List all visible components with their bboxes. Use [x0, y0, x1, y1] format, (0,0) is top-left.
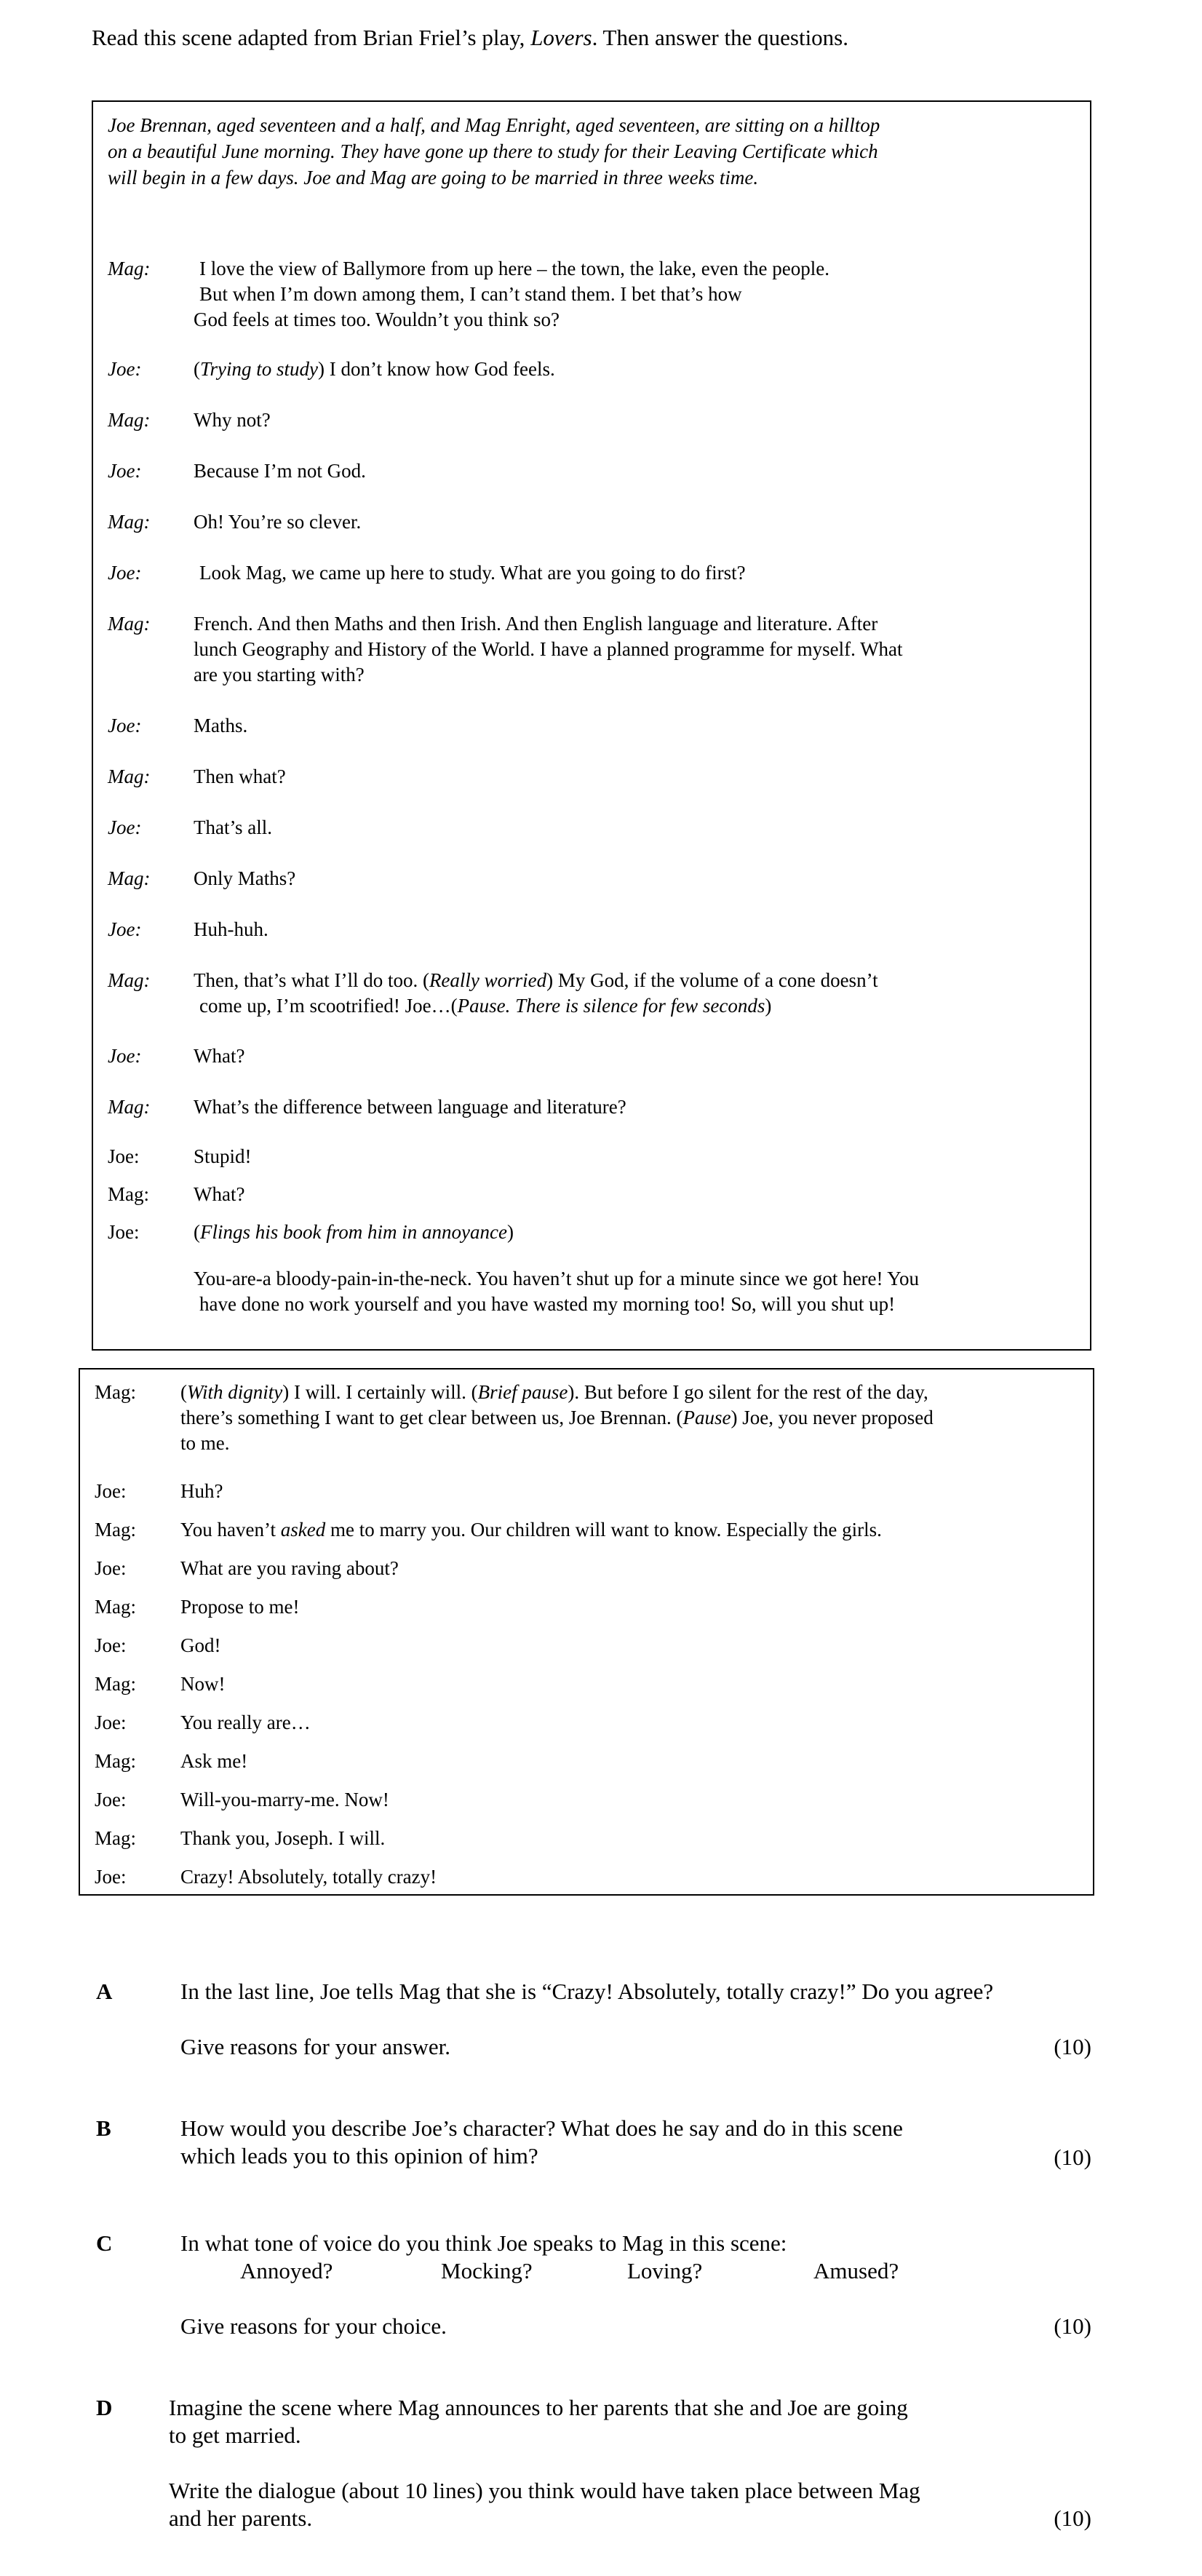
speaker-label: Mag:	[95, 1827, 136, 1849]
dialogue-text: Stupid!	[194, 1145, 252, 1167]
question-letter: C	[96, 2230, 113, 2256]
dialogue-text: That’s all.	[194, 816, 272, 838]
question-letter: D	[96, 2395, 113, 2420]
speaker-label: Joe:	[95, 1712, 127, 1733]
dialogue-text: have done no work yourself and you have wasted my morning too! So, will you shut up!	[199, 1293, 896, 1315]
speaker-label: Mag:	[108, 613, 151, 635]
dialogue-text: are you starting with?	[194, 664, 365, 685]
question-text: and her parents.	[169, 2505, 313, 2531]
speaker-label: Mag:	[95, 1750, 136, 1772]
dialogue-text: God!	[180, 1634, 221, 1656]
speaker-label: Mag:	[95, 1519, 136, 1541]
scene-part-2-box	[79, 1368, 1094, 1896]
question-text: In what tone of voice do you think Joe speaks to Mag in this scene:	[180, 2230, 787, 2256]
speaker-label: Joe:	[108, 562, 142, 584]
emphasis-text: asked	[280, 1519, 326, 1541]
scene-part-1-box: Joe Brennan, aged seventeen and a half, and Mag Enright, aged seventeen, are sitting on a hilltop on a beautiful June morning. They have gone up there to study for their Leaving Certificate which will begin in a few days. Joe and Mag are going to be married in three weeks time. Mag: I love the view of Ballymore from up here – the town, the lake, even the people. But when I’m down among them, I can’t stand them. I bet that’s how God feels at times too. Wouldn’t you think so? Joe: (Trying to study) I don’t know how God feels. Mag: Why not? Joe: Because I’m not God. Mag: Oh! You’re so clever. Joe: Look Mag, we came up here to study. What are you going to do first? Mag: French. And then Maths and then Irish. And then English language and literature. After lunch Geography and History of the World. I have a planned programme for myself. What are you starting with? Joe: Maths. Mag: Then what? Joe: That’s all. Mag: Only Maths? Joe: Huh-huh. Mag: Then, that’s what I’ll do too. (Really worried) My God, if the volume of a cone doesn’t come up, I’m scootrified! Joe…(Pause. There is silence for few seconds) Joe: What? Mag: What’s the difference between language and literature? Joe: Stupid! Mag: What? Joe: (Flings his book from him in annoyance) You-are-a bloody-pain-in-the-neck. You haven’t shut up for a minute since we got here! You have done no work yourself and you have wasted my morning too! So, will you shut up!	[92, 100, 1091, 1351]
speaker-label: Mag:	[108, 867, 151, 889]
dialogue-text: Then what?	[194, 766, 286, 787]
dialogue-text: lunch Geography and History of the World. I have a planned programme for myself. What	[194, 638, 903, 660]
speaker-label: Joe:	[108, 1145, 140, 1167]
dialogue-text: But when I’m down among them, I can’t stand them. I bet that’s how	[199, 283, 742, 305]
dialogue-text: ). But before I go silent for the rest of the day,	[568, 1381, 928, 1403]
stage-direction-inline: Flings his book from him in annoyance	[200, 1221, 507, 1243]
speaker-label: Mag:	[108, 1183, 149, 1205]
stage-direction-inline: Brief pause	[477, 1381, 568, 1403]
question-text: Give reasons for your answer.	[180, 2034, 451, 2059]
dialogue-text: Huh-huh.	[194, 918, 268, 940]
dialogue-text: there’s something I want to get clear between us, Joe Brennan. (	[180, 1407, 683, 1428]
speaker-label: Joe:	[108, 358, 142, 380]
stage-direction-line: Joe Brennan, aged seventeen and a half, and Mag Enright, aged seventeen, are sitting on a hilltop	[108, 114, 880, 136]
speaker-label: Joe:	[95, 1557, 127, 1579]
speaker-label: Mag:	[108, 1096, 151, 1118]
dialogue-text: come up, I’m scootrified! Joe…(	[199, 995, 458, 1017]
dialogue-text: You really are…	[180, 1712, 311, 1733]
dialogue-text: What?	[194, 1183, 245, 1205]
question-text: Imagine the scene where Mag announces to her parents that she and Joe are going	[169, 2395, 908, 2420]
question-a	[96, 1978, 1115, 2065]
speaker-label: Mag:	[95, 1673, 136, 1695]
speaker-label: Joe:	[108, 1221, 140, 1243]
stage-direction-line: will begin in a few days. Joe and Mag are going to be married in three weeks time.	[108, 167, 759, 188]
dialogue-text: ) I will. I certainly will. (	[282, 1381, 478, 1403]
speaker-label: Mag:	[108, 969, 151, 991]
question-text: How would you describe Joe’s character? What does he say and do in this scene	[180, 2115, 903, 2141]
dialogue-text: Huh?	[180, 1480, 223, 1502]
intro-text-pre: Read this scene adapted from Brian Friel’s play,	[92, 25, 531, 50]
stage-direction-inline: Pause. There is silence for few seconds	[457, 995, 765, 1017]
question-c-marks: (10)	[1054, 2313, 1091, 2339]
dialogue-text: Oh! You’re so clever.	[194, 511, 362, 533]
dialogue-text: Because I’m not God.	[194, 460, 366, 482]
stage-direction-inline: With dignity	[187, 1381, 283, 1403]
question-b-marks: (10)	[1054, 2144, 1091, 2170]
speaker-label: Mag:	[95, 1596, 136, 1618]
dialogue-text: Why not?	[194, 409, 271, 431]
dialogue-text: ) My God, if the volume of a cone doesn’t	[546, 969, 878, 991]
dialogue-text: Look Mag, we came up here to study. What are you going to do first?	[199, 562, 746, 584]
dialogue-text: Now!	[180, 1673, 226, 1695]
speaker-label: Joe:	[108, 816, 142, 838]
dialogue-text: Crazy! Absolutely, totally crazy!	[180, 1866, 437, 1888]
dialogue-text: You-are-a bloody-pain-in-the-neck. You haven’t shut up for a minute since we got here! You	[194, 1268, 920, 1289]
question-letter: A	[96, 1979, 113, 2004]
speaker-label: Mag:	[108, 409, 151, 431]
stage-direction-inline: Trying to study	[200, 358, 319, 380]
play-title: Lovers	[530, 25, 592, 50]
dialogue-text: me to marry you. Our children will want to know. Especially the girls.	[325, 1519, 882, 1541]
question-c-instruction	[180, 2313, 1054, 2342]
dialogue-text: (	[180, 1381, 187, 1403]
question-text: Give reasons for your choice.	[180, 2313, 447, 2339]
tone-option: Annoyed?	[240, 2258, 333, 2283]
question-letter: B	[96, 2115, 111, 2141]
speaker-label: Joe:	[95, 1634, 127, 1656]
speaker-label: Joe:	[95, 1866, 127, 1888]
dialogue-line	[93, 256, 1090, 336]
speaker-label: Joe:	[95, 1480, 127, 1502]
speaker-label: Joe:	[95, 1789, 127, 1810]
dialogue-text: What are you raving about?	[180, 1557, 399, 1579]
intro-text-post: . Then answer the questions.	[592, 25, 848, 50]
intro-instruction	[92, 23, 848, 52]
dialogue-text: Will-you-marry-me. Now!	[180, 1789, 389, 1810]
dialogue-text: Only Maths?	[194, 867, 296, 889]
question-d	[96, 2394, 1115, 2540]
dialogue-text: I love the view of Ballymore from up here – the town, the lake, even the people.	[199, 258, 829, 279]
speaker-label: Mag:	[108, 511, 151, 533]
question-d-marks: (10)	[1054, 2505, 1091, 2531]
dialogue-text: I don’t know how God feels.	[325, 358, 555, 380]
question-text: In the last line, Joe tells Mag that she is “Crazy! Absolutely, totally crazy!” Do you agree?	[180, 1979, 994, 2004]
tone-option: Mocking?	[441, 2258, 533, 2283]
question-text: which leads you to this opinion of him?	[180, 2143, 538, 2168]
dialogue-text: ) Joe, you never proposed	[731, 1407, 934, 1428]
dialogue-text: )	[765, 995, 772, 1017]
speaker-label: Joe:	[108, 715, 142, 736]
speaker-label: Mag:	[95, 1381, 136, 1403]
dialogue-text: What’s the difference between language and literature?	[194, 1096, 626, 1118]
dialogue-text: You haven’t	[180, 1519, 281, 1541]
dialogue-text: French. And then Maths and then Irish. And then English language and literature. After	[194, 613, 878, 635]
question-b	[96, 2115, 1115, 2173]
question-a-marks: (10)	[1054, 2034, 1091, 2059]
speaker-label: Joe:	[108, 460, 142, 482]
dialogue-text: Propose to me!	[180, 1596, 300, 1618]
stage-direction-inline: Really worried	[429, 969, 547, 991]
dialogue-text: Thank you, Joseph. I will.	[180, 1827, 386, 1849]
speaker-label: Joe:	[108, 1045, 142, 1067]
dialogue-text: Ask me!	[180, 1750, 248, 1772]
dialogue-text: What?	[194, 1045, 245, 1067]
question-text: Write the dialogue (about 10 lines) you think would have taken place between Mag	[169, 2478, 920, 2503]
speaker-label: Joe:	[108, 918, 142, 940]
stage-direction-line: on a beautiful June morning. They have gone up there to study for their Leaving Certificate which	[108, 140, 878, 162]
speaker-label: Mag:	[108, 258, 151, 279]
dialogue-text: Maths.	[194, 715, 248, 736]
dialogue-text: Then, that’s what I’ll do too. (	[194, 969, 429, 991]
stage-direction	[108, 112, 1054, 191]
tone-option: Loving?	[627, 2258, 703, 2283]
question-text: to get married.	[169, 2422, 301, 2448]
tone-option: Amused?	[813, 2258, 899, 2283]
dialogue-text: God feels at times too. Wouldn’t you think so?	[194, 309, 560, 330]
stage-direction-inline: Pause	[682, 1407, 731, 1428]
speaker-label: Mag:	[108, 766, 151, 787]
dialogue-text: to me.	[180, 1432, 230, 1454]
